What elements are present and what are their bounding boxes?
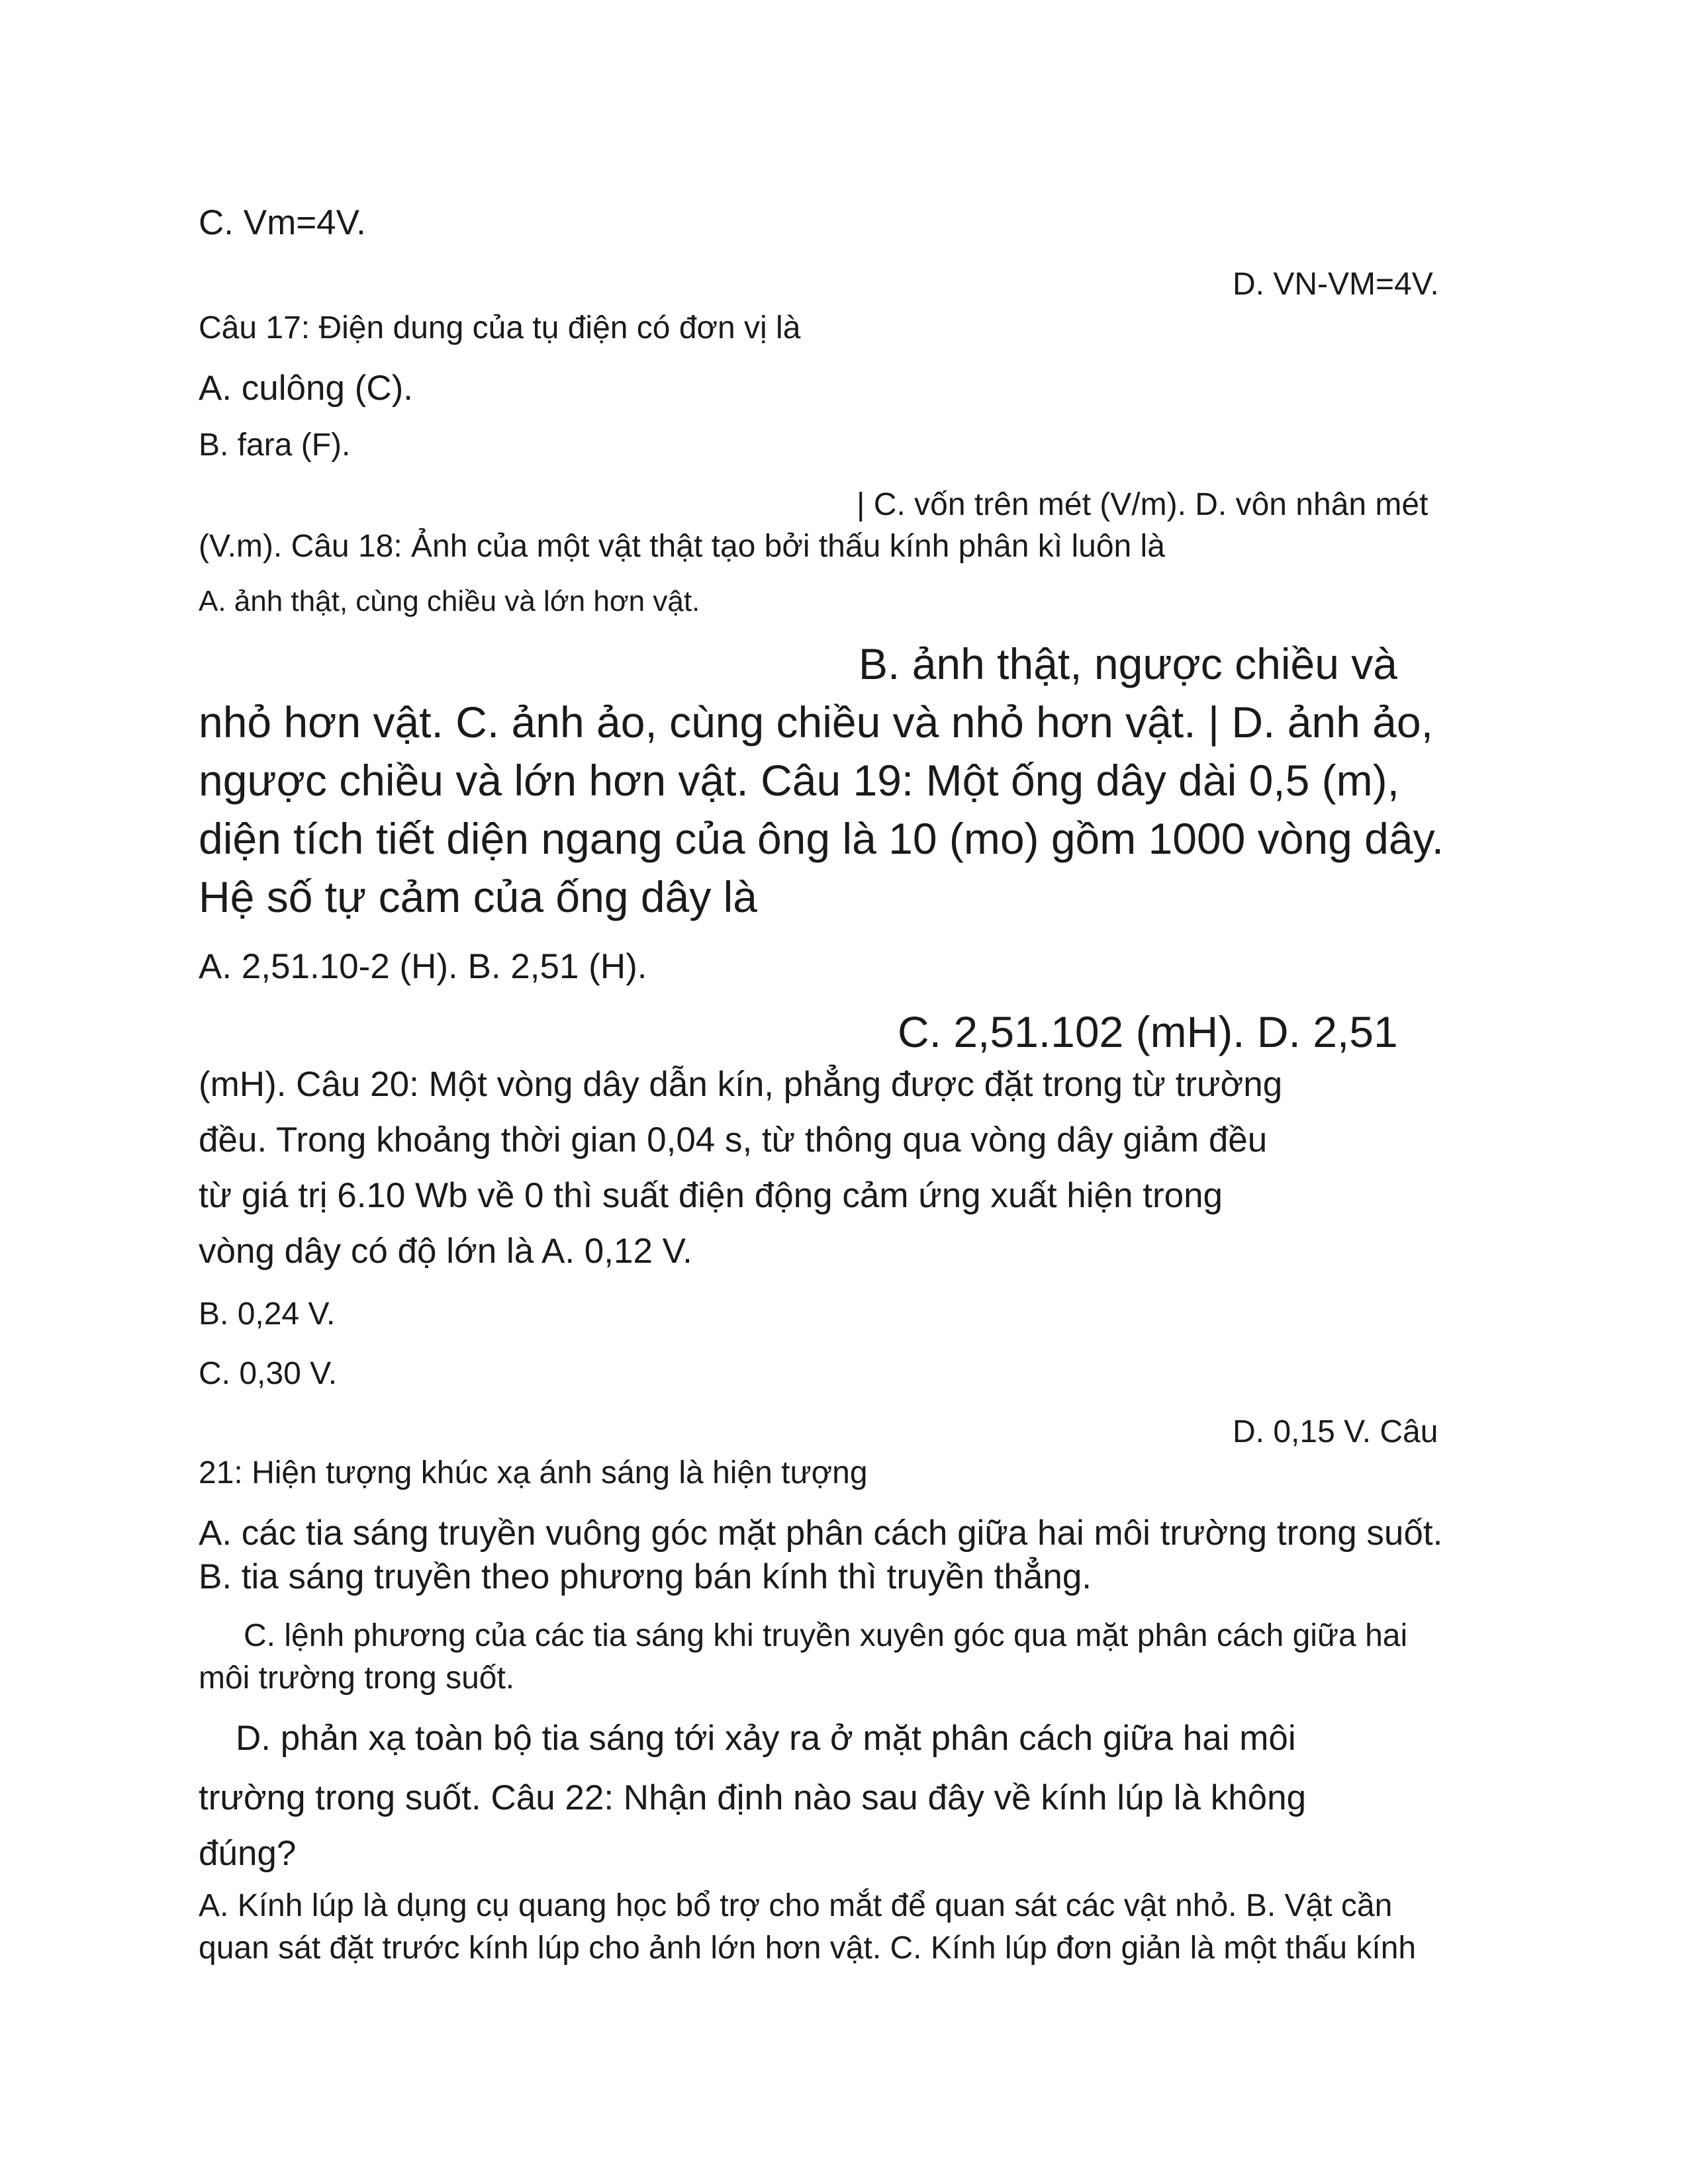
answer-a-q17: A. culông (C). [199,369,414,408]
question-17: Câu 17: Điện dung của tụ điện có đơn vị là [199,310,801,345]
answer-a-b-q19: A. 2,51.10-2 (H). B. 2,51 (H). [199,947,647,986]
answer-a-q21: A. các tia sáng truyền vuông góc mặt phân cách giữa hai môi trường trong suốt. [199,1514,1443,1553]
answer-d-q16: D. VN-VM=4V. [1233,267,1439,302]
question-21: 21: Hiện tượng khúc xạ ánh sáng là hiện tượng [199,1455,868,1490]
answer-d-q21-line1: D. phản xạ toàn bộ tia sáng tới xảy ra ở mặt phân cách giữa hai môi [236,1719,1296,1758]
answer-c-q16: C. Vm=4V. [199,203,366,242]
question-19-line2: diện tích tiết diện ngang của ông là 10 (mo) gồm 1000 vòng dây. [199,814,1444,863]
question-22-line2: đúng? [199,1834,297,1873]
answer-b-q17: B. fara (F). [199,428,351,463]
answer-c-q20: C. 0,30 V. [199,1356,338,1391]
answer-b-q20: B. 0,24 V. [199,1297,336,1332]
question-20-line2: đều. Trong khoảng thời gian 0,04 s, từ thông qua vòng dây giảm đều [199,1120,1268,1160]
answer-q22-line2: quan sát đặt trước kính lúp cho ảnh lớn hơn vật. C. Kính lúp đơn giản là một thấu kính [199,1931,1417,1966]
answer-c-q21-line2: môi trường trong suốt. [199,1661,515,1696]
answer-a-q18: A. ảnh thật, cùng chiều và lớn hơn vật. [199,585,700,617]
question-18: (V.m). Câu 18: Ảnh của một vật thật tạo bởi thấu kính phân kì luôn là [199,529,1165,564]
answer-c-d-q19: C. 2,51.102 (mH). D. 2,51 [898,1007,1398,1056]
question-20-line3: từ giá trị 6.10 Wb về 0 thì suất điện động cảm ứng xuất hiện trong [199,1176,1223,1215]
answer-b-q21: B. tia sáng truyền theo phương bán kính thì truyền thẳng. [199,1557,1092,1596]
answer-c-d-q17: | C. vốn trên mét (V/m). D. vôn nhân mét [857,487,1429,522]
question-20-line1: (mH). Câu 20: Một vòng dây dẫn kín, phẳng được đặt trong từ trường [199,1065,1283,1104]
answer-d-q20: D. 0,15 V. Câu [1233,1414,1438,1449]
answer-q22-line1: A. Kính lúp là dụng cụ quang học bổ trợ cho mắt để quan sát các vật nhỏ. B. Vật cần [199,1888,1393,1923]
answer-c-d-q18: nhỏ hơn vật. C. ảnh ảo, cùng chiều và nhỏ hơn vật. | D. ảnh ảo, [199,698,1433,747]
answer-c-q21-line1: C. lệnh phương của các tia sáng khi truyền xuyên góc qua mặt phân cách giữa hai [244,1618,1408,1653]
question-20-line4: vòng dây có độ lớn là A. 0,12 V. [199,1232,692,1271]
question-19-line1: ngược chiều và lớn hơn vật. Câu 19: Một ống dây dài 0,5 (m), [199,756,1399,805]
question-22-line1: trường trong suốt. Câu 22: Nhận định nào sau đây về kính lúp là không [199,1778,1307,1817]
answer-b-q18: B. ảnh thật, ngược chiều và [859,639,1397,688]
question-19-line3: Hệ số tự cảm của ống dây là [199,872,757,921]
